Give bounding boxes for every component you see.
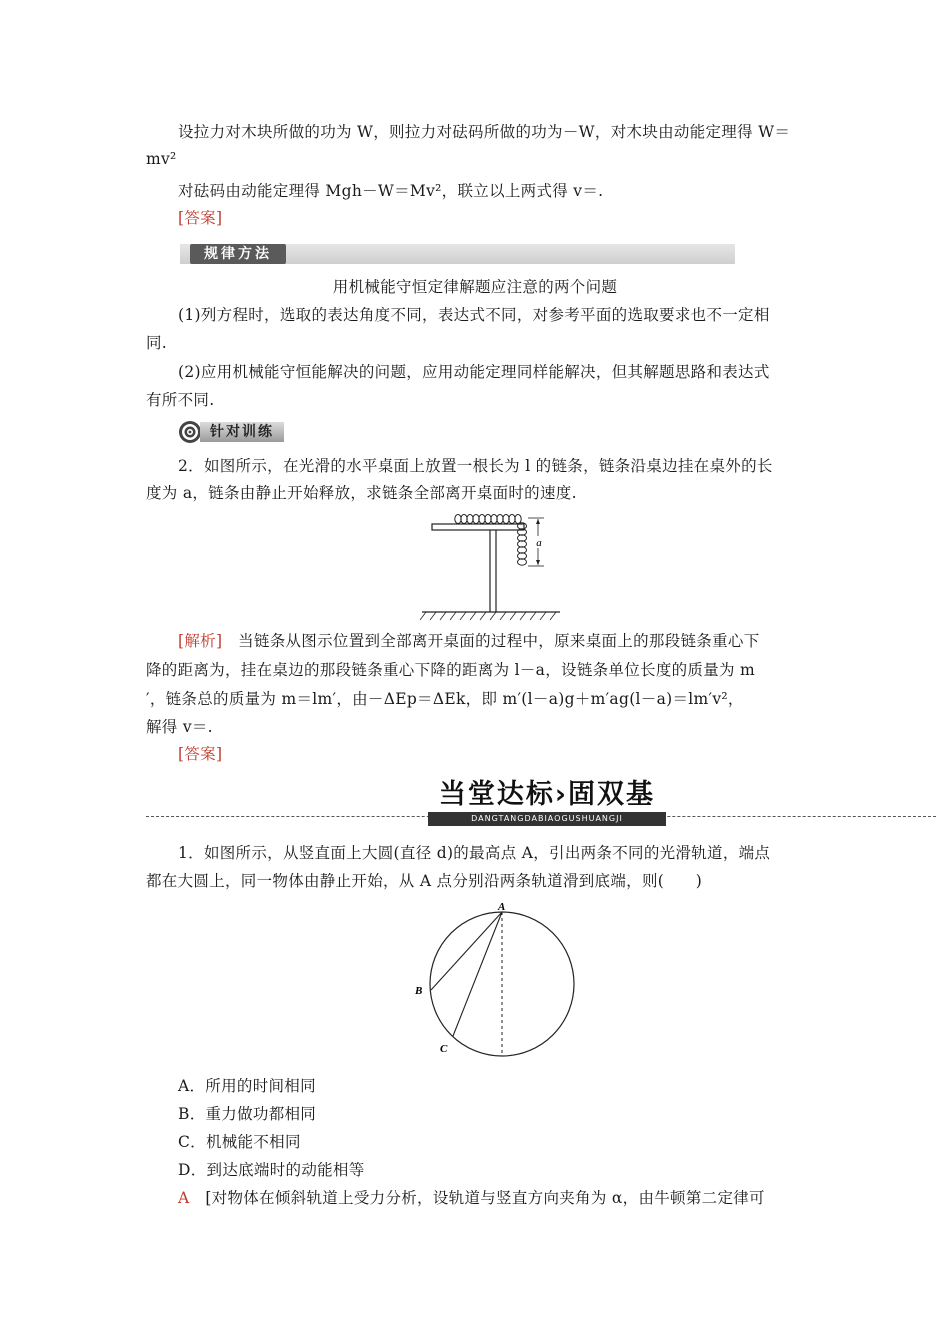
method-banner-label: 规律方法 [190, 244, 286, 264]
analysis-line-1 [178, 630, 760, 652]
training-banner [178, 420, 298, 444]
point-c-label: C [440, 1043, 448, 1055]
point-b-label: B [415, 985, 423, 997]
section-subtitle: DANGTANGDABIAOGUSHUANGJI [428, 812, 666, 826]
target-icon [178, 420, 202, 444]
option-d: D．到达底端时的动能相等 [178, 1161, 365, 1179]
answer-explanation [178, 1187, 765, 1209]
analysis-line-3: ′，链条总的质量为 m＝lm′，由－ΔEp＝ΔEk，即 m′(l－a)g＋m′ag(l－a)＝lm′v²， [146, 690, 744, 708]
option-b: B．重力做功都相同 [178, 1105, 317, 1123]
derivation-line-2: mv² [146, 150, 177, 168]
derivation-line-1: 设拉力对木块所做的功为 W，则拉力对砝码所做的功为－W，对木块由动能定理得 W＝ [178, 123, 791, 141]
dimension-a-label: a [536, 537, 542, 549]
section-header [428, 778, 666, 826]
q1-line-2: 都在大圆上，同一物体由静止开始，从 A 点分别沿两条轨道滑到底端，则( ) [146, 872, 703, 890]
answer-label: [答案] [178, 209, 223, 227]
q1-line-1: 1．如图所示，从竖直面上大圆(直径 d)的最高点 A，引出两条不同的光滑轨道，端点 [178, 844, 771, 862]
derivation-line-3: 对砝码由动能定理得 Mgh－W＝Mv²，联立以上两式得 v＝. [178, 182, 604, 200]
option-a: A．所用的时间相同 [178, 1077, 316, 1095]
option-c: C．机械能不相同 [178, 1133, 301, 1151]
q2-line-1: 2．如图所示，在光滑的水平桌面上放置一根长为 l 的链条，链条沿桌边挂在桌外的长 [178, 457, 773, 475]
training-banner-label: 针对训练 [200, 422, 284, 442]
method-point-1b: 同. [146, 334, 168, 352]
analysis-line-2: 降的距离为，挂在桌边的那段链条重心下降的距离为 l－a，设链条单位长度的质量为 m [146, 661, 756, 679]
point-a-label: A [498, 901, 506, 913]
method-point-2a: (2)应用机械能守恒能解决的问题，应用动能定理同样能解决，但其解题思路和表达式 [178, 363, 770, 381]
analysis-label: [解析] [178, 632, 223, 650]
circle-figure [410, 898, 590, 1060]
answer-label-2: [答案] [178, 745, 223, 763]
method-point-1a: (1)列方程时，选取的表达角度不同，表达式不同，对参考平面的选取要求也不一定相 [178, 306, 770, 324]
method-title: 用机械能守恒定律解题应注意的两个问题 [332, 278, 618, 296]
method-banner [180, 244, 735, 264]
answer-explanation-text: [对物体在倾斜轨道上受力分析，设轨道与竖直方向夹角为 α，由牛顿第二定律可 [205, 1189, 765, 1207]
answer-letter: A [178, 1189, 190, 1207]
analysis-text-1: 当链条从图示位置到全部离开桌面的过程中，原来桌面上的那段链条重心下 [222, 632, 760, 650]
q2-line-2: 度为 a，链条由静止开始释放，求链条全部离开桌面时的速度. [146, 484, 577, 502]
chain-figure [420, 510, 560, 622]
section-title: 当堂达标›固双基 [438, 779, 656, 810]
analysis-line-4: 解得 v＝. [146, 718, 213, 736]
method-point-2b: 有所不同. [146, 391, 215, 409]
